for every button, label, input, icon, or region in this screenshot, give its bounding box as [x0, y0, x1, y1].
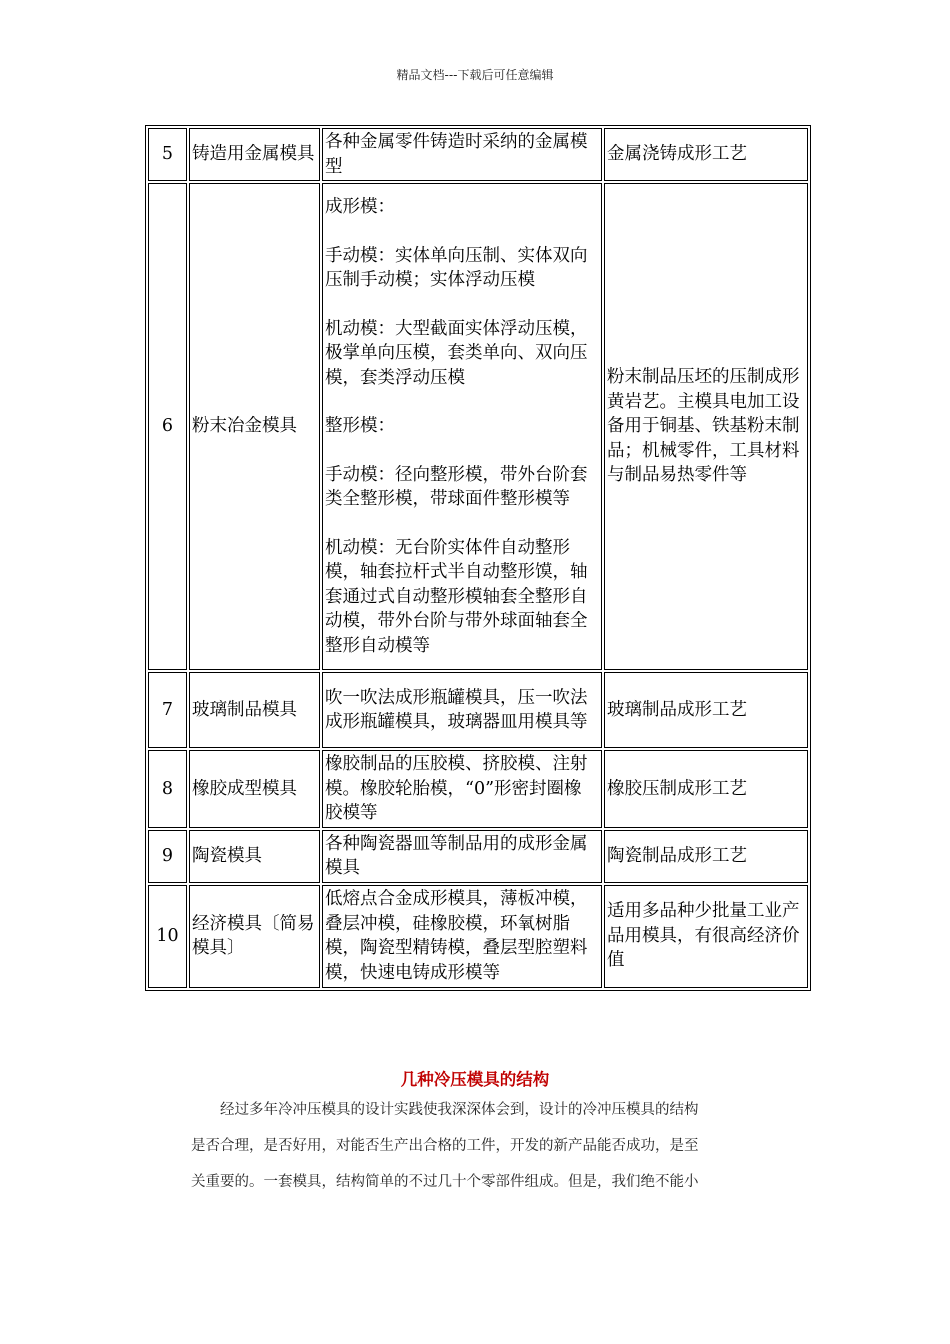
mold-name: 玻璃制品模具	[189, 672, 320, 748]
table-row	[148, 128, 808, 181]
table-row	[148, 750, 808, 828]
table-row	[148, 183, 808, 670]
description-paragraph: 机动模：大型截面实体浮动压模，极掌单向压模，套类单向、双向压模，套类浮动压模	[325, 318, 588, 388]
mold-description	[322, 672, 602, 748]
mold-process: 橡胶压制成形工艺	[604, 750, 808, 828]
body-text-line: 是否合理，是否好用，对能否生产出合格的工件，开发的新产品能否成功，是至	[191, 1138, 699, 1154]
mold-name: 铸造用金属模具	[189, 128, 320, 181]
description-paragraph: 成形模：	[325, 197, 395, 217]
mold-process: 玻璃制品成形工艺	[604, 672, 808, 748]
mold-description	[322, 885, 602, 988]
mold-description	[322, 183, 602, 670]
body-text-line: 关重要的。一套模具，结构简单的不过几十个零部件组成。但是，我们绝不能小	[191, 1174, 699, 1190]
row-number: 8	[148, 750, 187, 828]
row-number: 9	[148, 830, 187, 883]
table-row	[148, 830, 808, 883]
mold-name: 橡胶成型模具	[189, 750, 320, 828]
section-title: 几种冷压模具的结构	[400, 1070, 550, 1089]
mold-description	[322, 750, 602, 828]
mold-name: 经济模具〔简易模具〕	[189, 885, 320, 988]
mold-process: 粉末制品压坯的压制成形黄岩艺。主模具电加工设备用于铜基、铁基粉末制品；机械零件，工具材料与制品易热零件等	[604, 183, 808, 670]
table-row	[148, 672, 808, 748]
description-paragraph: 整形模：	[325, 416, 395, 436]
mold-process: 金属浇铸成形工艺	[604, 128, 808, 181]
description-paragraph: 橡胶制品的压胶模、挤胶模、注射模。橡胶轮胎模，“0”形密封圈橡胶模等	[325, 754, 588, 823]
description-paragraph: 手动模：实体单向压制、实体双向压制手动模；实体浮动压模	[325, 245, 588, 290]
description-paragraph: 各种陶瓷器皿等制品用的成形金属模具	[325, 833, 588, 878]
description-paragraph: 吹一吹法成形瓶罐模具，压一吹法成形瓶罐模具，玻璃器皿用模具等	[325, 687, 588, 732]
mold-process: 陶瓷制品成形工艺	[604, 830, 808, 883]
table-row	[148, 885, 808, 988]
row-number: 10	[148, 885, 187, 988]
mold-name: 粉末冶金模具	[189, 183, 320, 670]
page-header: 精品文档---下载后可任意编辑	[396, 68, 554, 82]
row-number: 7	[148, 672, 187, 748]
description-paragraph: 各种金属零件铸造时采纳的金属模型	[325, 132, 588, 177]
description-paragraph: 手动模：径向整形模，带外台阶套类全整形模，带球面件整形模等	[325, 464, 588, 509]
mold-types-table	[145, 125, 811, 991]
mold-process: 适用多品种少批量工业产品用模具，有很高经济价值	[604, 885, 808, 988]
description-paragraph: 机动模：无台阶实体件自动整形模，轴套拉杆式半自动整形馍，轴套通过式自动整形模轴套全整形自动模，带外台阶与带外球面轴套全整形自动模等	[325, 537, 588, 656]
body-text-line: 经过多年冷冲压模具的设计实践使我深深体会到，设计的冷冲压模具的结构	[191, 1102, 699, 1118]
mold-name: 陶瓷模具	[189, 830, 320, 883]
description-paragraph: 低熔点合金成形模具，薄板冲模，叠层冲模，硅橡胶模，环氧树脂模，陶瓷型精铸模，叠层型腔塑料模，快速电铸成形模等	[325, 889, 588, 983]
mold-description	[322, 830, 602, 883]
mold-description	[322, 128, 602, 181]
row-number: 6	[148, 183, 187, 670]
row-number: 5	[148, 128, 187, 181]
